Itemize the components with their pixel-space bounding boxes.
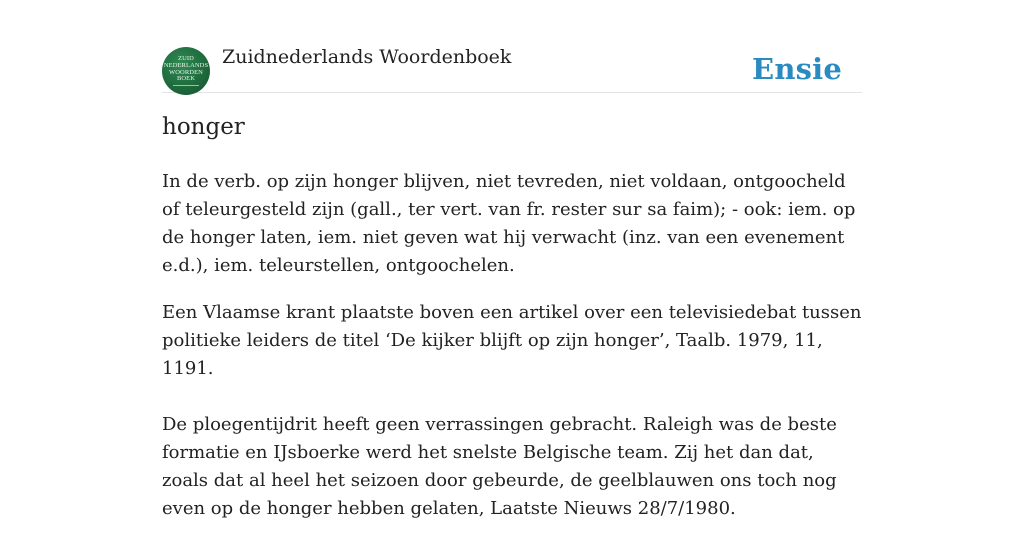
page-title: honger <box>162 114 245 140</box>
brand-logo[interactable]: Ensie <box>752 52 842 86</box>
logo-text-line-2: NEDERLANDS <box>163 61 209 69</box>
site-logo[interactable] <box>162 47 210 95</box>
example-paragraph-2: De ploegentijdrit heeft geen verrassingen gebracht. Raleigh was de beste formatie en IJsboerke werd het snelste Belgische team. Zij het dan dat, zoals dat al heel het seizoen door gebeurde, de geelblauwen ons toch nog even op de honger hebben gelaten, Laatste Nieuws 28/7/1980. <box>162 414 837 519</box>
example-paragraph-1: Een Vlaamse krant plaatste boven een artikel over een televisiedebat tussen politieke leiders de titel ‘De kijker blijft op zijn honger’, Taalb. 1979, 11, 1191. <box>162 302 862 379</box>
definition-paragraph: In de verb. op zijn honger blijven, niet tevreden, niet voldaan, ontgoocheld of teleurgesteld zijn (gall., ter vert. van fr. rester sur sa faim); - ook: iem. op de honger laten, iem. niet geven wat hij verwacht (inz. van een evenement e.d.), iem. teleurstellen, ontgoochelen. <box>162 171 856 276</box>
logo-text-line-3: WOORDEN <box>169 68 203 76</box>
logo-text-line-1: ZUID <box>178 54 194 62</box>
entry-content <box>162 168 862 542</box>
logo-divider <box>173 85 199 86</box>
logo-text-line-4: BOEK <box>176 75 196 83</box>
site-header <box>162 44 862 93</box>
site-title[interactable]: Zuidnederlands Woordenboek <box>222 46 512 68</box>
